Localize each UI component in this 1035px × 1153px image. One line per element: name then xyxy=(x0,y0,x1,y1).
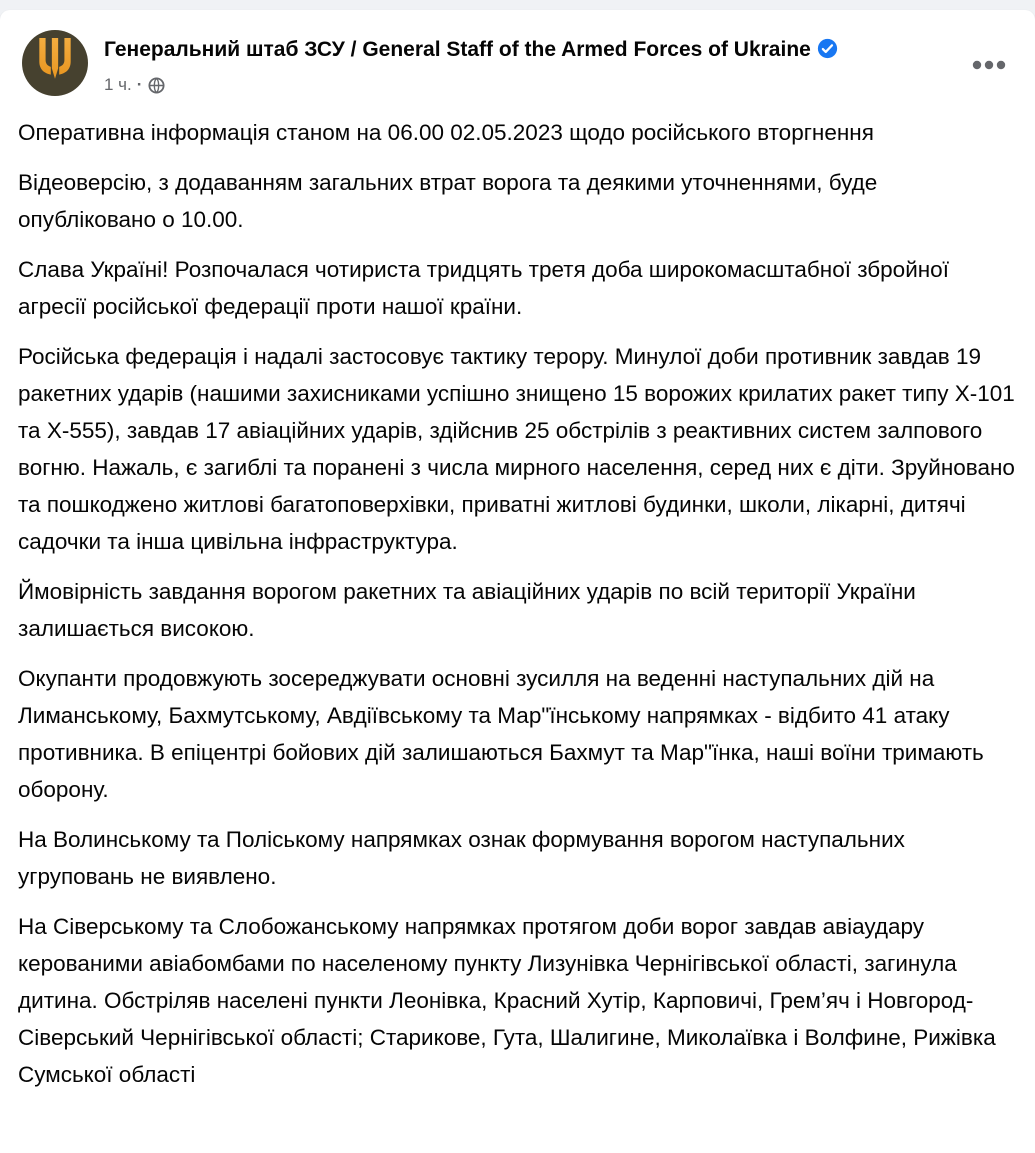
three-dots-icon xyxy=(972,57,1006,75)
post-header xyxy=(0,10,1035,106)
timestamp-link[interactable]: 1 ч. xyxy=(104,75,132,94)
post-paragraph: Окупанти продовжують зосереджувати основні зусилля на веденні наступальних дій на Лиманському, Бахмутському, Авдіївському та Мар"їнському напрямках - відбито 41 атаку противника. В епіцентрі бойових дій залишаються Бахмут та Мар"їнка, наші воїни тримають оборону. xyxy=(18,666,984,802)
verified-badge-icon xyxy=(817,36,838,69)
globe-icon xyxy=(148,77,165,94)
post-paragraph: Ймовірність завдання ворогом ракетних та авіаційних ударів по всій території України залишається високою. xyxy=(18,579,916,641)
page-name-text: Генеральний штаб ЗСУ / General Staff of the Armed Forces of Ukraine xyxy=(104,38,811,61)
trident-emblem-icon xyxy=(36,38,74,89)
facebook-post-card xyxy=(0,10,1035,1153)
post-meta xyxy=(104,75,967,95)
page-name-link[interactable] xyxy=(104,33,884,69)
post-text xyxy=(0,106,1035,1093)
dot-separator: · xyxy=(136,75,143,94)
post-paragraph: Слава Україні! Розпочалася чотириста тридцять третя доба широкомасштабної збройної агресії російської федерації проти нашої країни. xyxy=(18,257,949,319)
post-paragraph: Російська федерація і надалі застосовує тактику терору. Минулої доби противник завдав 19 ракетних ударів (нашими захисниками успішно знищено 15 ворожих крилатих ракет типу Х-101 та Х-555), завдав 17 авіаційних ударів, здійснив 25 обстрілів з реактивних систем залпового вогню. Нажаль, є загиблі та поранені з числа мирного населення, серед них є діти. Зруйновано та пошкоджено житлові багатоповерхівки, приватні житлові будинки, школи, лікарні, дитячі садочки та інша цивільна інфраструктура. xyxy=(18,344,1015,554)
post-paragraph: Оперативна інформація станом на 06.00 02.05.2023 щодо російського вторгнення xyxy=(18,120,874,145)
post-paragraph: Відеоверсію, з додаванням загальних втрат ворога та деякими уточненнями, буде опубліковано о 10.00. xyxy=(18,170,878,232)
post-paragraph: На Волинському та Поліському напрямках ознак формування ворогом наступальних угруповань не виявлено. xyxy=(18,827,905,889)
post-paragraph: На Сіверському та Слобожанському напрямках протягом доби ворог завдав авіаудару керованими авіабомбами по населеному пункту Лизунівка Чернігівської області, загинула дитина. Обстріляв населені пункти Леонівка, Красний Хутір, Карповичі, Грем’яч і Новгород-Сіверський Чернігівської області; Старикове, Гута, Шалигине, Миколаївка і Волфине, Рижівка Сумської області xyxy=(18,914,996,1087)
header-text xyxy=(104,30,967,95)
more-options-button[interactable] xyxy=(967,44,1011,88)
avatar[interactable] xyxy=(22,30,88,96)
